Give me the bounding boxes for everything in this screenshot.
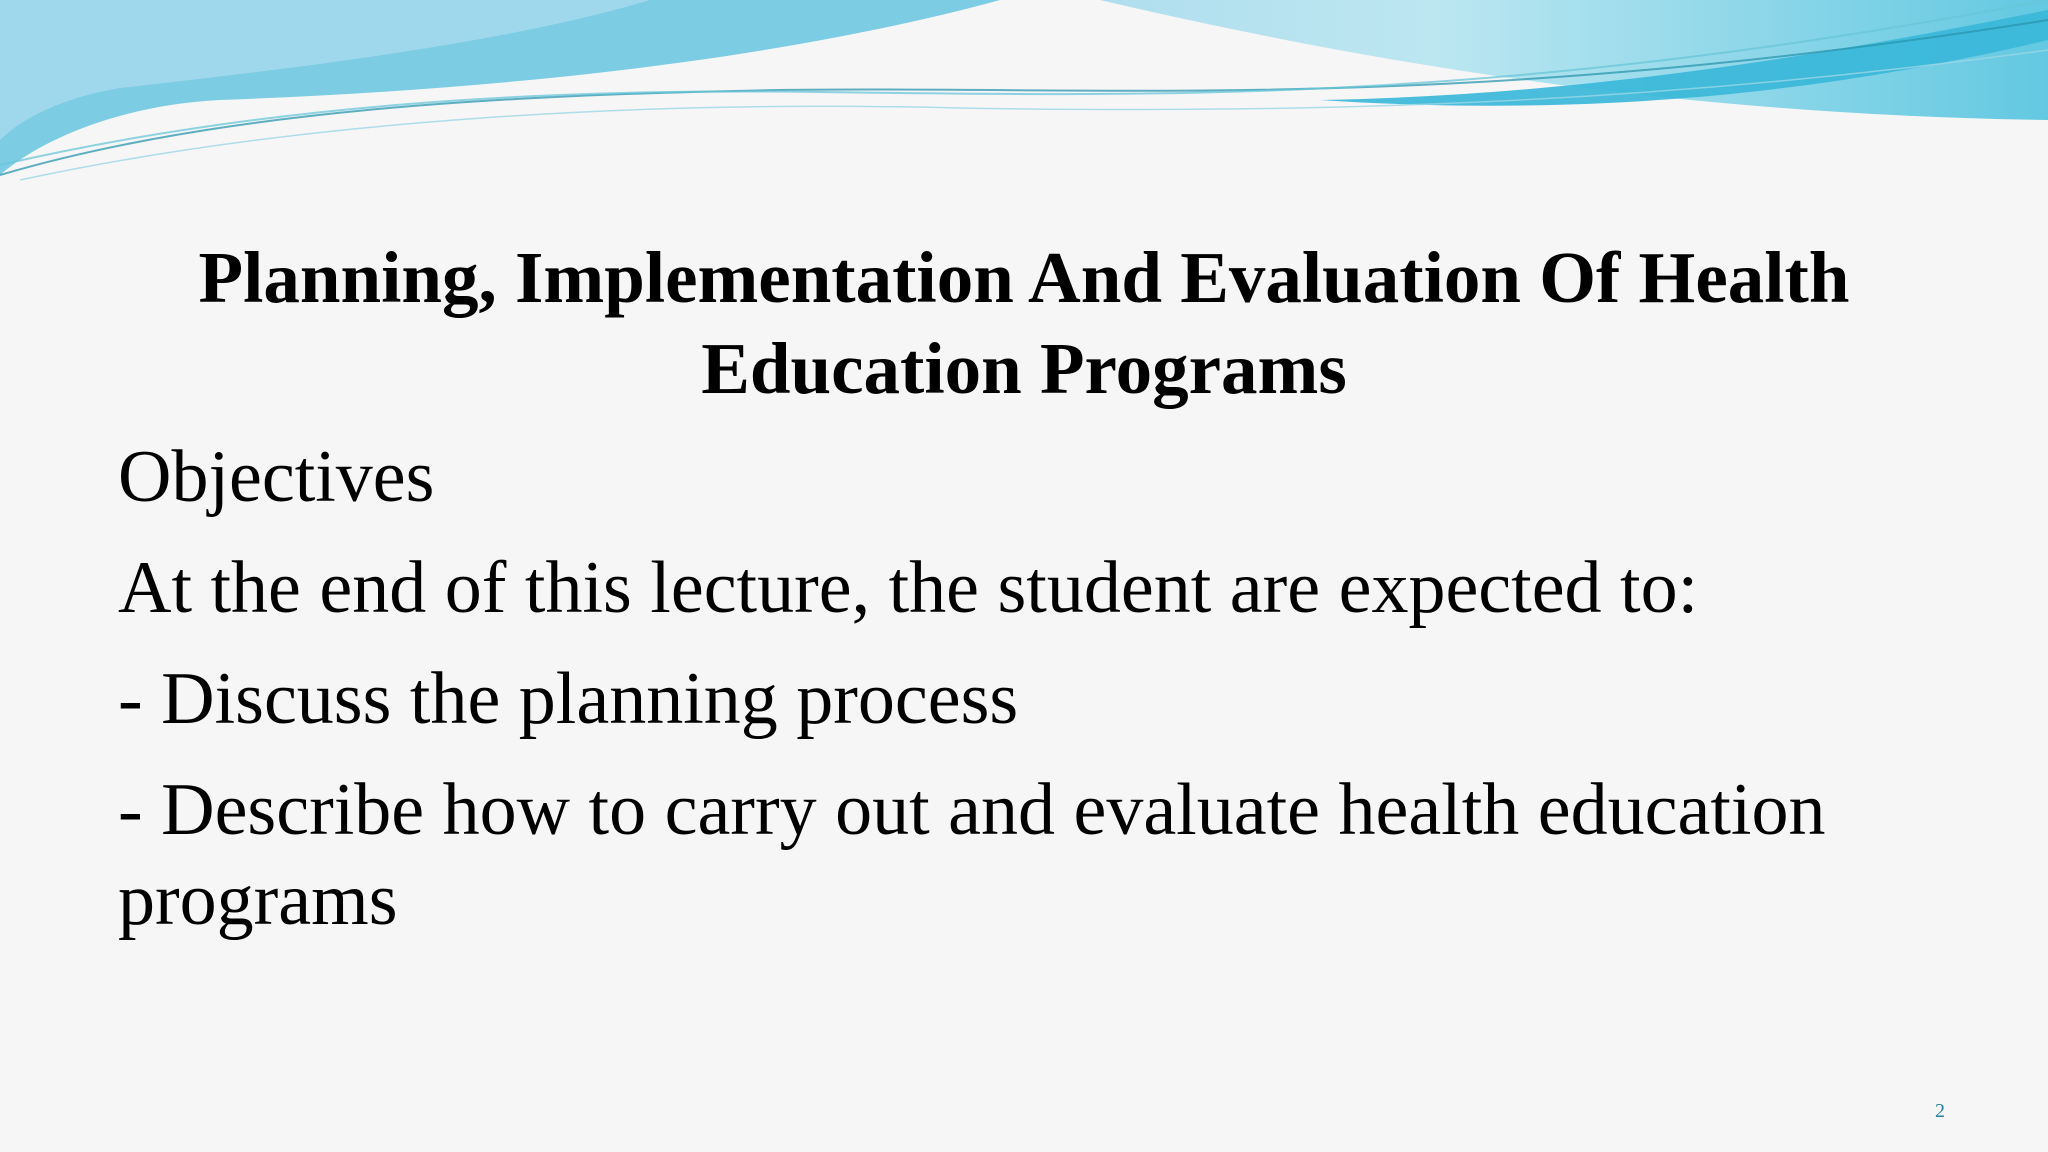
objectives-intro: At the end of this lecture, the student are expected to:	[118, 547, 1699, 629]
objectives-content	[118, 432, 1938, 966]
objective-item-evaluation: - Describe how to carry out and evaluate health education programs	[118, 769, 1826, 941]
slide-title: Planning, Implementation And Evaluation Of Health Education Programs	[198, 237, 1850, 409]
page-number: 2	[1935, 1100, 1945, 1122]
objective-item-planning: - Discuss the planning process	[118, 658, 1019, 740]
decorative-wave-header	[0, 0, 2048, 190]
objectives-heading: Objectives	[118, 436, 435, 518]
